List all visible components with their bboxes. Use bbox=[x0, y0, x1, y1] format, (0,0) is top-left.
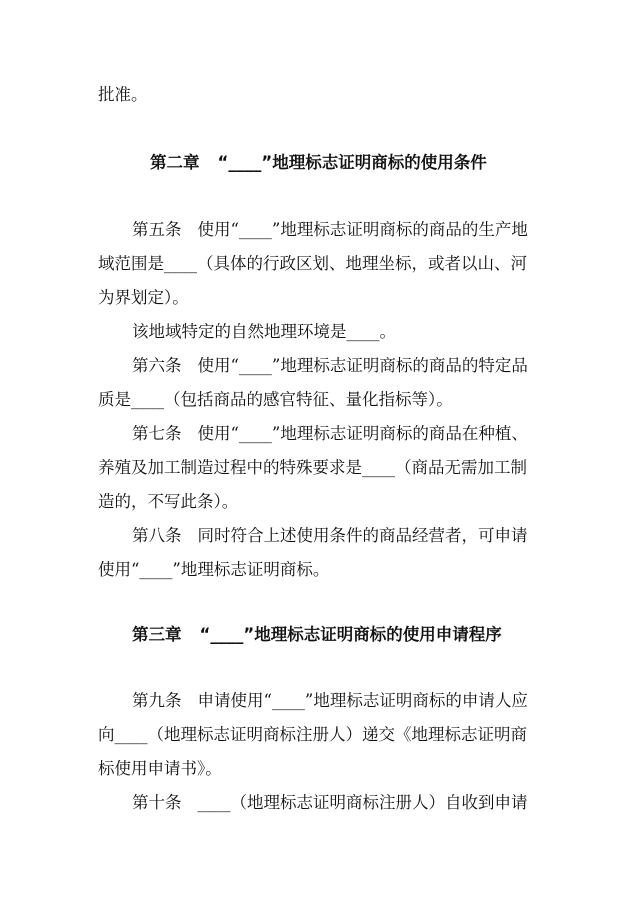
article-10-text: ____（地理标志证明商标注册人）自收到申请 bbox=[197, 793, 528, 812]
article-6-line-2: 质是____（包括商品的感官特征、量化指标等）。 bbox=[98, 390, 453, 409]
article-7-line-2: 养殖及加工制造过程中的特殊要求是____（商品无需加工制 bbox=[98, 458, 527, 477]
article-9-text: 申请使用“____”地理标志证明商标的申请人应 bbox=[197, 691, 528, 710]
article-9-line-1 bbox=[132, 690, 528, 712]
article-5-line-2: 域范围是____（具体的行政区划、地理坐标，或者以山、河 bbox=[98, 254, 527, 273]
article-7-line-3: 造的，不写此条）。 bbox=[98, 492, 239, 511]
continuation-line: 批准。 bbox=[98, 85, 148, 104]
article-5-line-1 bbox=[132, 219, 528, 241]
chapter-3-title: “____”地理标志证明商标的使用申请程序 bbox=[199, 625, 502, 644]
article-8-text: 同时符合上述使用条件的商品经营者，可申请 bbox=[197, 526, 528, 545]
article-8-line-1 bbox=[132, 525, 528, 547]
article-7-line-1 bbox=[132, 423, 528, 445]
article-9-line-2: 向____（地理标志证明商标注册人）递交《地理标志证明商 bbox=[98, 725, 527, 744]
article-5-text: 使用“____”地理标志证明商标的商品的生产地 bbox=[197, 220, 528, 239]
article-6-label: 第六条 bbox=[132, 356, 182, 375]
article-6-text: 使用“____”地理标志证明商标的商品的特定品 bbox=[197, 356, 528, 375]
article-5-para-2: 该地域特定的自然地理环境是____。 bbox=[132, 322, 396, 341]
article-7-text: 使用“____”地理标志证明商标的商品在种植、 bbox=[197, 424, 528, 443]
article-10-line-1 bbox=[132, 792, 528, 814]
article-10-label: 第十条 bbox=[132, 793, 182, 812]
article-8-label: 第八条 bbox=[132, 526, 182, 545]
article-9-label: 第九条 bbox=[132, 691, 182, 710]
chapter-2-heading bbox=[150, 152, 487, 174]
chapter-3-number: 第三章 bbox=[132, 625, 182, 644]
article-9-line-3: 标使用申请书》。 bbox=[98, 759, 222, 778]
article-7-label: 第七条 bbox=[132, 424, 182, 443]
article-5-line-3: 为界划定）。 bbox=[98, 288, 189, 307]
article-6-line-1 bbox=[132, 355, 528, 377]
article-8-line-2: 使用“____”地理标志证明商标。 bbox=[98, 560, 330, 579]
chapter-2-number: 第二章 bbox=[150, 153, 200, 172]
article-5-label: 第五条 bbox=[132, 220, 182, 239]
chapter-3-heading bbox=[132, 624, 502, 646]
chapter-2-title: “____”地理标志证明商标的使用条件 bbox=[217, 153, 487, 172]
